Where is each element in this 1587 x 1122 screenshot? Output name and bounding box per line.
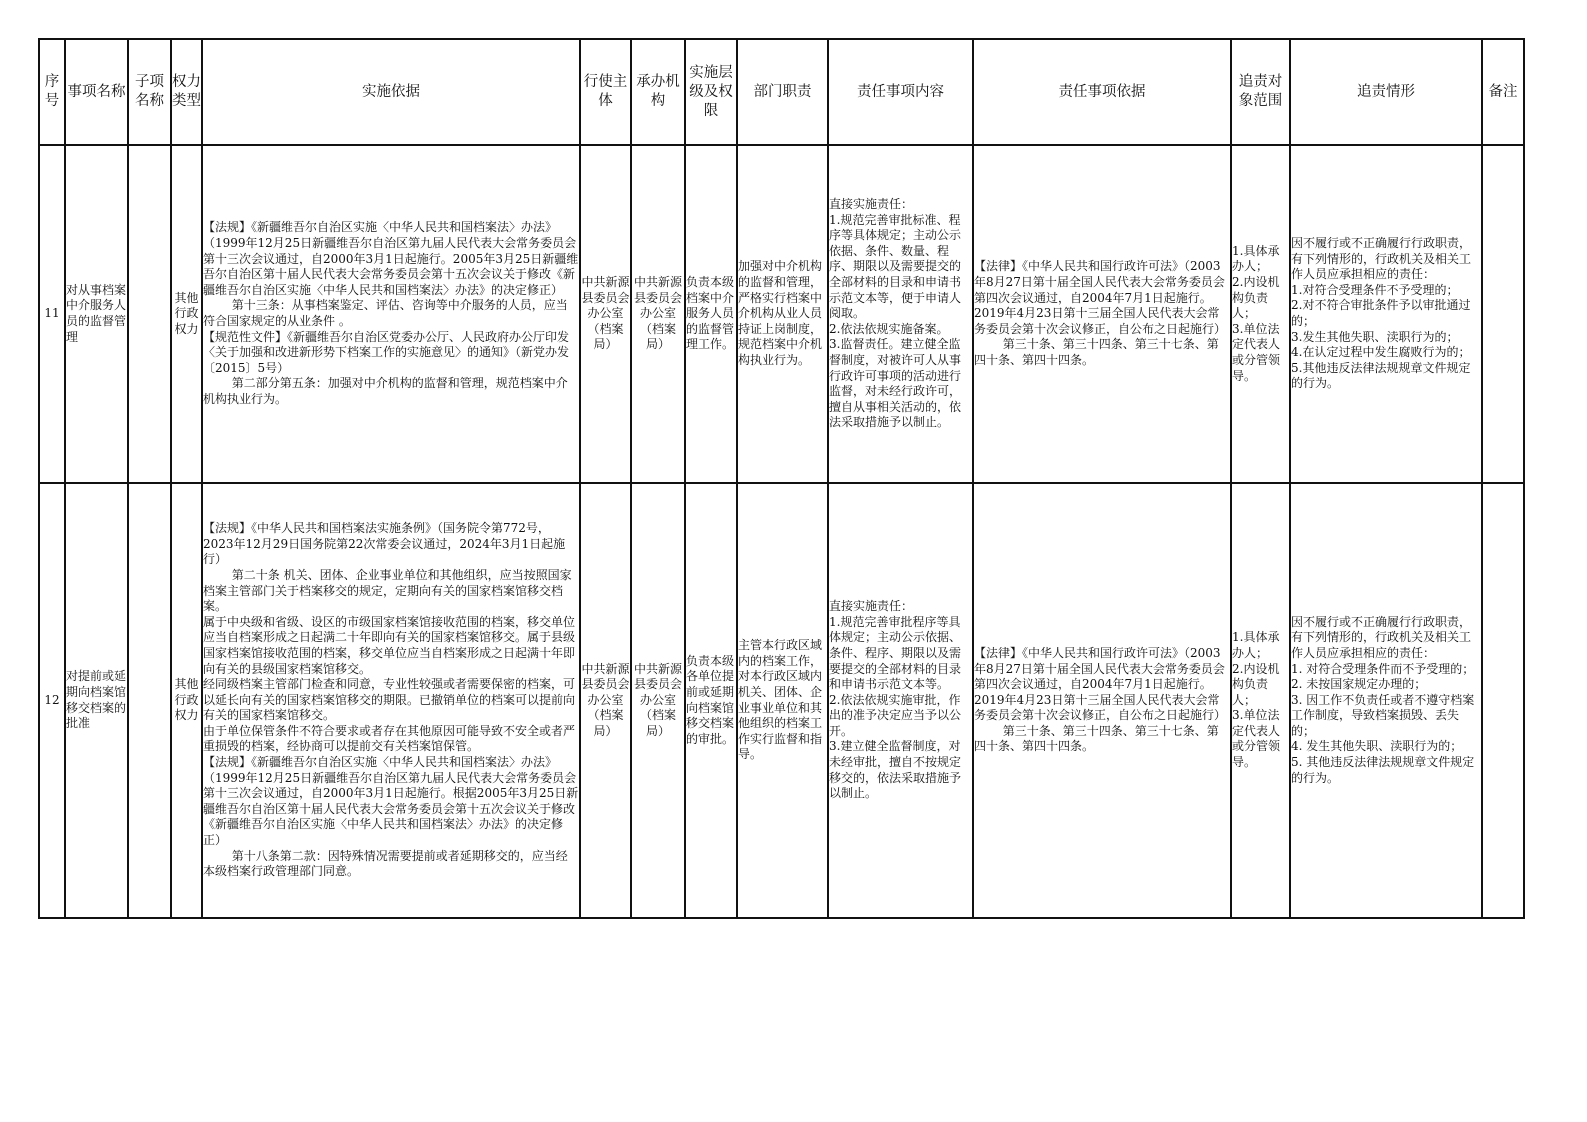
resp-basis-cell — [973, 483, 1231, 918]
resp-basis-line: 【法律】《中华人民共和国行政许可法》（2003年8月27日第十届全国人民代表大会常务委员会第四次会议通过，自2004年7月1日起施行。2019年4月23日第十三届全国人民代表大会常务委员会第十次会议修正，自公布之日起施行） — [974, 645, 1227, 723]
basis-line: 由于单位保管条件不符合要求或者存在其他原因可能导致不安全或者严重损毁的档案，经协商可以提前交有关档案馆保管。 — [203, 723, 576, 754]
subject-cell: 中共新源县委员会办公室（档案局） — [580, 145, 631, 483]
basis-line: 【法规】《新疆维吾尔自治区实施〈中华人民共和国档案法〉办法》（1999年12月25日新疆维吾尔自治区第九届人民代表大会常务委员会第十三次会议通过，自2000年3月1日起施行。根据2005年3月25日新疆维吾尔自治区第十届人民代表大会常务委员会第十五次会议关于修改《新疆维吾尔自治区实施〈中华人民共和国档案法〉办法》的决定修正） — [203, 755, 579, 848]
power-list-table — [38, 38, 1525, 919]
case-line: 3. 因工作不负责任或者不遵守档案工作制度，导致档案损毁、丢失的； — [1291, 692, 1475, 738]
resp-line: 3.监督责任。建立健全监督制度，对被许可人从事行政许可事项的活动进行监督，对未经行政许可，擅自从事相关活动的，依法采取措施予以制止。 — [829, 337, 962, 430]
header-duty: 部门职责 — [737, 39, 828, 145]
resp-line: 3.建立健全监督制度，对未经审批，擅自不按规定移交的，依法采取措施予以制止。 — [829, 739, 962, 801]
resp-line: 1.规范完善审批程序等具体规定；主动公示依据、条件、程序、期限以及需要提交的全部材料的目录和申请书示范文本等。 — [829, 614, 962, 692]
case-line: 2.对不符合审批条件予以审批通过的； — [1291, 298, 1471, 328]
case-line: 5.其他违反法律法规规章文件规定的行为。 — [1291, 360, 1471, 391]
header-resp-basis: 责任事项依据 — [973, 39, 1231, 145]
item-name-cell: 对提前或延期向档案馆移交档案的批准 — [65, 483, 128, 918]
scope-cell — [1231, 145, 1290, 483]
basis-cell — [202, 145, 580, 483]
case-line: 1. 对符合受理条件而不予受理的； — [1291, 661, 1475, 676]
header-resp-content: 责任事项内容 — [828, 39, 973, 145]
resp-basis-line: 第三十条、第三十四条、第三十七条、第四十条、第四十四条。 — [974, 723, 1219, 754]
header-agency: 承办机构 — [631, 39, 685, 145]
resp-basis-line: 【法律】《中华人民共和国行政许可法》（2003年8月27日第十届全国人民代表大会常务委员会第四次会议通过，自2004年7月1日起施行。2019年4月23日第十三届全国人民代表大会常务委员会第十次会议修正，自公布之日起施行） — [974, 259, 1227, 336]
scope-line: 3.单位法定代表人或分管领导。 — [1232, 708, 1281, 770]
basis-line: 第二部分第五条：加强对中介机构的监督和管理，规范档案中介机构执业行为。 — [203, 376, 568, 406]
case-line: 4.在认定过程中发生腐败行为的； — [1291, 345, 1471, 360]
header-level: 实施层级及权限 — [685, 39, 737, 145]
table-row — [39, 145, 1524, 483]
level-cell: 负责本级档案中介服务人员的监督管理工作。 — [685, 145, 737, 483]
resp-line: 直接实施责任： — [829, 599, 914, 614]
basis-line: 【法规】《中华人民共和国档案法实施条例》（国务院令第772号，2023年12月29日国务院第22次常委会议通过，2024年3月1日起施行） — [203, 521, 566, 567]
basis-cell — [202, 483, 580, 918]
seq-cell: 11 — [39, 145, 65, 483]
basis-line: 【法规】《新疆维吾尔自治区实施〈中华人民共和国档案法〉办法》（1999年12月25日新疆维吾尔自治区第九届人民代表大会常务委员会第十三次会议通过，自2000年3月1日起施行。2005年3月25日新疆维吾尔自治区第十届人民代表大会常务委员会第十五次会议关于修改《新疆维吾尔自治区实施〈中华人民共和国档案法〉办法》的决定修正） — [203, 220, 579, 297]
basis-line: 属于中央级和省级、设区的市级国家档案馆接收范围的档案，移交单位应当自档案形成之日起满二十年即向有关的国家档案馆移交。属于县级国家档案馆接收范围的档案，移交单位应当自档案形成之日起满十年即向有关的县级国家档案馆移交。 — [203, 614, 576, 676]
seq-cell: 12 — [39, 483, 65, 918]
case-line: 3.发生其他失职、渎职行为的； — [1291, 329, 1459, 344]
basis-line: 经同级档案主管部门检查和同意，专业性较强或者需要保密的档案，可以延长向有关的国家档案馆移交的期限。已撤销单位的档案可以提前向有关的国家档案馆移交。 — [203, 677, 576, 723]
resp-line: 2.依法依规实施审批，作出的准予决定应当予以公开。 — [829, 692, 962, 738]
case-line: 1.对符合受理条件不予受理的； — [1291, 282, 1459, 297]
scope-line: 1.具体承办人； — [1232, 243, 1280, 274]
power-type-cell: 其他行政权力 — [171, 483, 202, 918]
subject-cell: 中共新源县委员会办公室（档案局） — [580, 483, 631, 918]
scope-line: 2.内设机构负责人； — [1232, 275, 1280, 321]
case-line: 因不履行或不正确履行行政职责，有下列情形的，行政机关及相关工作人员应承担相应的责任： — [1291, 614, 1472, 660]
power-type-cell: 其他行政权力 — [171, 145, 202, 483]
resp-line: 2.依法依规实施备案。 — [829, 321, 949, 336]
table-header-row — [39, 39, 1524, 145]
basis-line: 【规范性文件】《新疆维吾尔自治区党委办公厅、人民政府办公厅印发〈关于加强和改进新形势下档案工作的实施意见〉的通知》（新党办发〔2015〕5号） — [203, 329, 570, 375]
resp-line: 1.规范完善审批标准、程序等具体规定；主动公示依据、条件、数量、程序、期限以及需要提交的全部材料的目录和申请书示范文本等，便于申请人阅取。 — [829, 212, 962, 321]
basis-line: 第十八条第二款：因特殊情况需要提前或者延期移交的，应当经本级档案行政管理部门同意。 — [203, 848, 568, 879]
agency-cell: 中共新源县委员会办公室（档案局） — [631, 483, 685, 918]
resp-basis-cell — [973, 145, 1231, 483]
header-note: 备注 — [1482, 39, 1524, 145]
scope-cell — [1231, 483, 1290, 918]
scope-line: 1.具体承办人； — [1232, 630, 1280, 660]
duty-cell: 主管本行政区域内的档案工作，对本行政区域内机关、团体、企业事业单位和其他组织的档案工作实行监督和指导。 — [737, 483, 828, 918]
cases-cell — [1290, 483, 1482, 918]
header-scope: 追责对象范围 — [1231, 39, 1290, 145]
resp-content-cell — [828, 145, 973, 483]
scope-line: 3.单位法定代表人或分管领导。 — [1232, 321, 1281, 383]
note-cell — [1482, 483, 1524, 918]
header-cases: 追责情形 — [1290, 39, 1482, 145]
table-row — [39, 483, 1524, 918]
note-cell — [1482, 145, 1524, 483]
case-line: 因不履行或不正确履行行政职责，有下列情形的，行政机关及相关工作人员应承担相应的责任： — [1291, 236, 1472, 282]
resp-content-cell — [828, 483, 973, 918]
item-name-cell: 对从事档案中介服务人员的监督管理 — [65, 145, 128, 483]
header-basis: 实施依据 — [202, 39, 580, 145]
scope-line: 2.内设机构负责人； — [1232, 661, 1280, 707]
duty-cell: 加强对中介机构的监督和管理，严格实行档案中介机构从业人员持证上岗制度，规范档案中介机构执业行为。 — [737, 145, 828, 483]
resp-line: 直接实施责任： — [829, 197, 914, 212]
resp-basis-line: 第三十条、第三十四条、第三十七条、第四十条、第四十四条。 — [974, 337, 1219, 367]
sub-item-cell — [128, 483, 171, 918]
agency-cell: 中共新源县委员会办公室（档案局） — [631, 145, 685, 483]
level-cell: 负责本级各单位提前或延期向档案馆移交档案的审批。 — [685, 483, 737, 918]
header-power-type: 权力类型 — [171, 39, 202, 145]
case-line: 4. 发生其他失职、渎职行为的； — [1291, 739, 1463, 754]
case-line: 2. 未按国家规定办理的； — [1291, 677, 1427, 692]
sub-item-cell — [128, 145, 171, 483]
basis-line: 第二十条 机关、团体、企业事业单位和其他组织，应当按照国家档案主管部门关于档案移交的规定，定期向有关的国家档案馆移交档案。 — [203, 567, 572, 614]
case-line: 5. 其他违反法律法规规章文件规定的行为。 — [1291, 755, 1475, 785]
header-sub-item: 子项名称 — [128, 39, 171, 145]
header-subject: 行使主体 — [580, 39, 631, 145]
header-item-name: 事项名称 — [65, 39, 128, 145]
header-seq: 序号 — [39, 39, 65, 145]
cases-cell — [1290, 145, 1482, 483]
basis-line: 第十三条：从事档案鉴定、评估、咨询等中介服务的人员，应当符合国家规定的从业条件 。 — [203, 298, 568, 328]
